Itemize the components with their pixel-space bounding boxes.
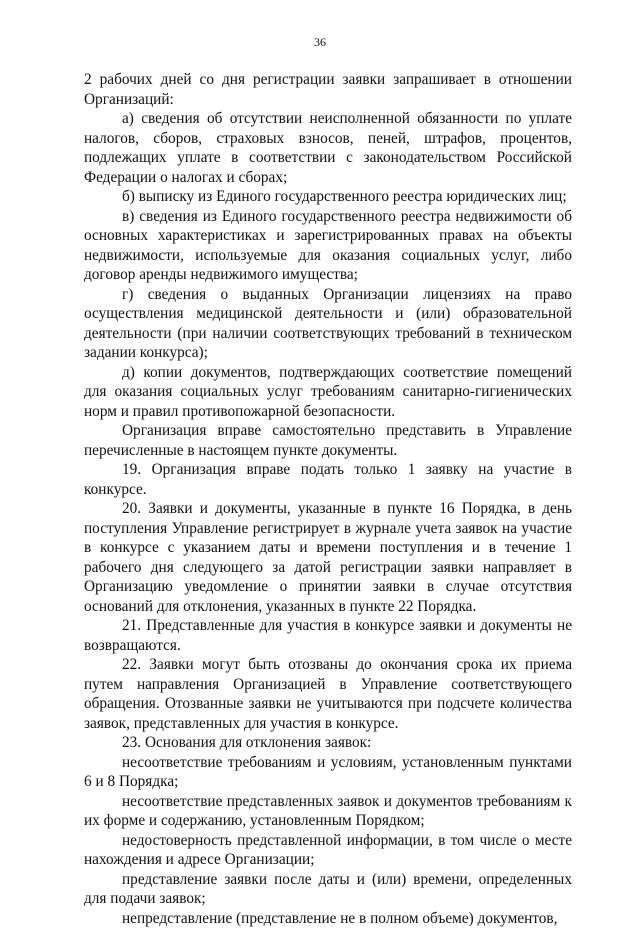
paragraph-item-a: а) сведения об отсутствии неисполненной обязанности по уплате налогов, сборов, страховых взносов, пеней, штрафов, процентов, подлежащих уплате в соответствии с законодательством Российской Федерации о налогах и сборах;	[84, 109, 572, 187]
page-number: 36	[0, 35, 640, 50]
paragraph-item-g: г) сведения о выданных Организации лицензиях на право осуществления медицинской деятельности и (или) образовательной деятельности (при наличии соответствующих требований в техническом задании конкурса);	[84, 285, 572, 363]
paragraph-rejection-reason-1: несоответствие требованиям и условиям, установленным пунктами 6 и 8 Порядка;	[84, 753, 572, 792]
paragraph-item-d: д) копии документов, подтверждающих соответствие помещений для оказания социальных услуг требованиям санитарно-гигиенических норм и правил противопожарной безопасности.	[84, 363, 572, 422]
paragraph-clause-19: 19. Организация вправе подать только 1 заявку на участие в конкурсе.	[84, 460, 572, 499]
paragraph-item-b: б) выписку из Единого государственного реестра юридических лиц;	[84, 187, 572, 207]
document-body	[84, 70, 572, 928]
paragraph-item-v: в) сведения из Единого государственного реестра недвижимости об основных характеристиках и зарегистрированных правах на объекты недвижимости, используемые для оказания социальных услуг, либо договор аренды недвижимого имущества;	[84, 207, 572, 285]
paragraph-clause-21: 21. Представленные для участия в конкурсе заявки и документы не возвращаются.	[84, 616, 572, 655]
paragraph-continuation: 2 рабочих дней со дня регистрации заявки запрашивает в отношении Организаций:	[84, 70, 572, 109]
paragraph-clause-22: 22. Заявки могут быть отозваны до окончания срока их приема путем направления Организацией в Управление соответствующего обращения. Отозванные заявки не учитываются при подсчете количества заявок, представленных для участия в конкурсе.	[84, 655, 572, 733]
paragraph-rejection-reason-5: непредставление (представление не в полном объеме) документов,	[84, 909, 572, 928]
paragraph-clause-23: 23. Основания для отклонения заявок:	[84, 733, 572, 753]
paragraph-rejection-reason-2: несоответствие представленных заявок и документов требованиям к их форме и содержанию, установленным Порядком;	[84, 792, 572, 831]
paragraph-clause-20: 20. Заявки и документы, указанные в пункте 16 Порядка, в день поступления Управление регистрирует в журнале учета заявок на участие в конкурсе с указанием даты и времени поступления и в течение 1 рабочего дня следующего за датой регистрации заявки направляет в Организацию уведомление о принятии заявки в случае отсутствия оснований для отклонения, указанных в пункте 22 Порядка.	[84, 499, 572, 616]
paragraph-rejection-reason-4: представление заявки после даты и (или) времени, определенных для подачи заявок;	[84, 870, 572, 909]
paragraph-rejection-reason-3: недостоверность представленной информации, в том числе о месте нахождения и адресе Организации;	[84, 831, 572, 870]
paragraph-self-submission: Организация вправе самостоятельно представить в Управление перечисленные в настоящем пункте документы.	[84, 421, 572, 460]
